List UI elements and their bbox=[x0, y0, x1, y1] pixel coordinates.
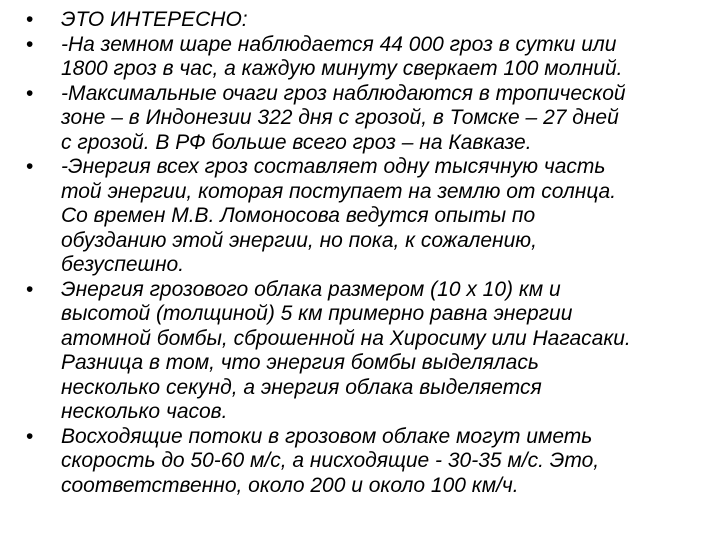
bullet-text-line: атомной бомбы, сброшенной на Хиросиму или Нагасаки. bbox=[61, 326, 631, 350]
bullet-dot-icon: • bbox=[26, 32, 34, 56]
bullet-text-line: высотой (толщиной) 5 км примерно равна энергии bbox=[61, 302, 573, 325]
bullet-dot-icon: • bbox=[26, 155, 34, 178]
bullet-text-line: соответственно, около 200 и около 100 км/ч. bbox=[61, 473, 519, 497]
bullet-item bbox=[26, 82, 716, 156]
bullet-text-line: 1800 гроз в час, а каждую минуту сверкает 100 молний. bbox=[61, 57, 623, 80]
bullet-text-line: Энергия грозового облака размером (10 х 10) км и bbox=[61, 277, 561, 301]
bullet-text-line: Со времен М.В. Ломоносова ведутся опыты по bbox=[61, 204, 536, 227]
bullet-list bbox=[26, 8, 716, 498]
bullet-text-line: безуспешно. bbox=[61, 253, 185, 276]
bullet-item bbox=[26, 8, 716, 33]
bullet-text-line: зоне – в Индонезии 322 дня с грозой, в Томске – 27 дней bbox=[61, 106, 619, 129]
bullet-text-line: той энергии, которая поступает на землю от солнца. bbox=[61, 179, 617, 203]
bullet-text-line: несколько часов. bbox=[61, 400, 228, 423]
bullet-text-line: скорость до 50-60 м/с, а нисходящие - 30-35 м/с. Это, bbox=[61, 449, 600, 472]
bullet-dot-icon: • bbox=[26, 424, 34, 448]
bullet-text-line: с грозой. В РФ больше всего гроз – на Кавказе. bbox=[61, 130, 532, 154]
bullet-item bbox=[26, 155, 716, 278]
bullet-text-line: Разница в том, что энергия бомбы выделялась bbox=[61, 351, 539, 374]
bullet-dot-icon: • bbox=[26, 8, 34, 31]
bullet-dot-icon: • bbox=[26, 81, 34, 105]
bullet-text-line: -Максимальные очаги гроз наблюдаются в тропической bbox=[61, 81, 626, 105]
bullet-item bbox=[26, 425, 716, 499]
bullet-text-line: несколько секунд, а энергия облака выделяется bbox=[61, 375, 542, 399]
bullet-dot-icon: • bbox=[26, 277, 34, 301]
bullet-item bbox=[26, 33, 716, 82]
bullet-item bbox=[26, 278, 716, 425]
bullet-text-line: -Энергия всех гроз составляет одну тысячную часть bbox=[61, 155, 606, 178]
bullet-text-line: обузданию этой энергии, но пока, к сожалению, bbox=[61, 228, 537, 252]
bullet-text-line: ЭТО ИНТЕРЕСНО: bbox=[61, 8, 248, 31]
bullet-text-line: -На земном шаре наблюдается 44 000 гроз в сутки или bbox=[61, 32, 617, 56]
bullet-text-line: Восходящие потоки в грозовом облаке могут иметь bbox=[61, 424, 593, 448]
